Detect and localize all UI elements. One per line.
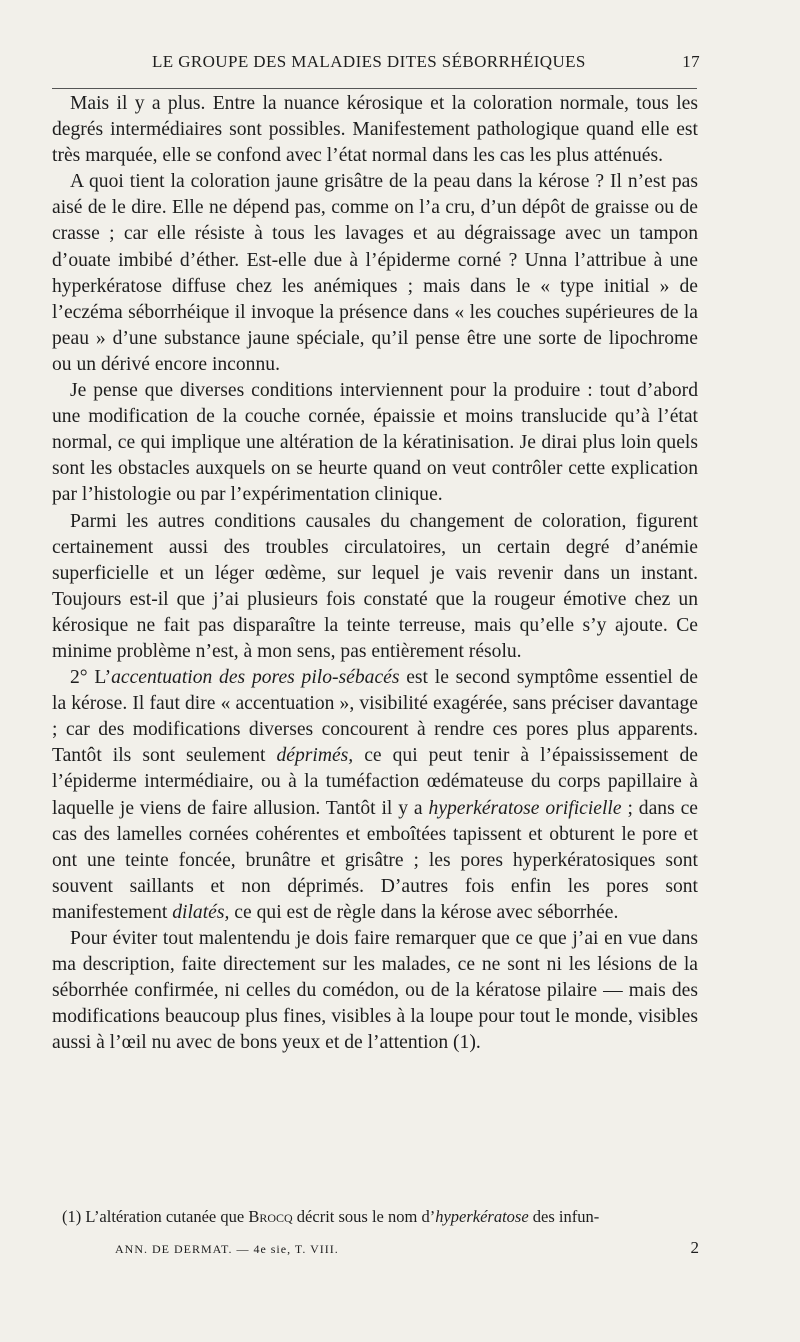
page-number: 17 (682, 52, 700, 71)
paragraph-text: ; dans ce cas des lamelles cornées cohérentes et emboîtées tapissent et obturent le pore et ont une teinte foncée, brunâtre et grisâtre ; les pores hyperkératosiques sont souvent saillants et non déprimés. D’autres fois enfin les pores sont manifestement (52, 797, 698, 923)
footnote-text-after: des infun- (528, 1207, 600, 1226)
paragraph-text: ce qui est de règle dans la kérose avec séborrhée. (229, 901, 619, 923)
header-rule (52, 88, 697, 89)
paragraph-text: 2° L’ (70, 667, 112, 689)
paragraph-text: A quoi tient la coloration jaune grisâtre de la peau dans la kérose ? Il n’est pas aisé de le dire. Elle ne dépend pas, comme on l’a cru, d’un dépôt de graisse ou de crasse ; car elle résiste à tous les lavages et au dégraissage avec un tampon d’ouate imbibé d’éther. Est-elle due à l’épiderme corné ? Unna l’attribue à une hyperkératose diffuse chez les anémiques ; mais dans le « type initial » de l’eczéma séborrhéique il invoque la présence dans « les couches supérieures de la peau » d’une substance jaune spéciale, qu’il pense être une sorte de lipochrome ou un dérivé encore inconnu. (52, 171, 698, 375)
paragraph-text: ce qui peut tenir à l’épaississement de l’épiderme intermédiaire, ou à la tuméfaction œdémateuse du corps papillaire à laquelle je viens de faire allusion. Tantôt il y a (52, 745, 698, 819)
paragraph-text: Pour éviter tout malentendu je dois faire remarquer que ce que j’ai en vue dans ma description, faite directement sur les malades, ce ne sont ni les lésions de la séborrhée confirmée, ni celles du comédon, ou de la kératose pilaire — mais des modifications beaucoup plus fines, visibles à la loupe pour tout le monde, visibles aussi à l’œil nu avec de bons yeux et de l’attention (1). (52, 928, 698, 1054)
paragraph (52, 509, 698, 666)
paragraph (52, 926, 698, 1056)
footnote-marker: (1) (62, 1207, 82, 1226)
paragraph (52, 665, 698, 926)
footnote (52, 1206, 698, 1228)
italic-phrase: dilatés, (172, 901, 230, 923)
paragraph-text: est le second symptôme essentiel de la kérose. Il faut dire « accentuation », visibilité exagérée, sans préciser davantage ; car des modifications diverses concourent à rendre ces pores plus apparents. Tantôt ils sont seulement (52, 667, 698, 767)
signature-journal: ANN. DE DERMAT. — 4e sie, T. VIII. (115, 1242, 339, 1256)
signature-number: 2 (690, 1238, 700, 1257)
footnote-italic-term: hyperkératose (435, 1207, 529, 1226)
footnote-text-before: L’altération cutanée que (81, 1207, 249, 1226)
footnote-text-middle: décrit sous le nom d’ (292, 1207, 436, 1226)
italic-phrase: accentuation des pores pilo-sébacés (111, 667, 400, 689)
running-header (50, 48, 700, 78)
italic-phrase: hyperkératose orificielle (428, 797, 622, 819)
paragraph-text: Je pense que diverses conditions interviennent pour la produire : tout d’abord une modification de la couche cornée, épaissie et moins translucide qu’à l’état normal, ce qui implique une altération de la kératinisation. Je dirai plus loin quels sont les obstacles auxquels on se heurte quand on veut contrôler cette explication par l’histologie ou par l’expérimentation clinique. (52, 380, 698, 506)
running-title: LE GROUPE DES MALADIES DITES SÉBORRHÉIQUES (152, 52, 586, 71)
paragraph (52, 91, 698, 169)
paragraph-text: Parmi les autres conditions causales du changement de coloration, figurent certainement aussi des troubles circulatoires, un certain degré d’anémie superficielle et un léger œdème, sur lequel je vais revenir dans un instant. Toujours est-il que j’ai plusieurs fois constaté que la rougeur émotive chez un kérosique ne fait pas disparaître la teinte terreuse, mais qu’elle s’y ajoute. Ce minime problème n’est, à mon sens, pas entièrement résolu. (52, 510, 698, 662)
paragraph (52, 378, 698, 508)
paragraph-text: Mais il y a plus. Entre la nuance kérosique et la coloration normale, tous les degrés intermédiaires sont possibles. Manifestement pathologique quand elle est très marquée, elle se confond avec l’état normal dans les cas les plus atténués. (52, 93, 698, 167)
footnote-author: Brocq (248, 1207, 293, 1226)
italic-phrase: déprimés, (276, 745, 354, 767)
body-text (52, 91, 698, 1056)
paragraph (52, 169, 698, 378)
printer-signature (115, 1238, 700, 1262)
